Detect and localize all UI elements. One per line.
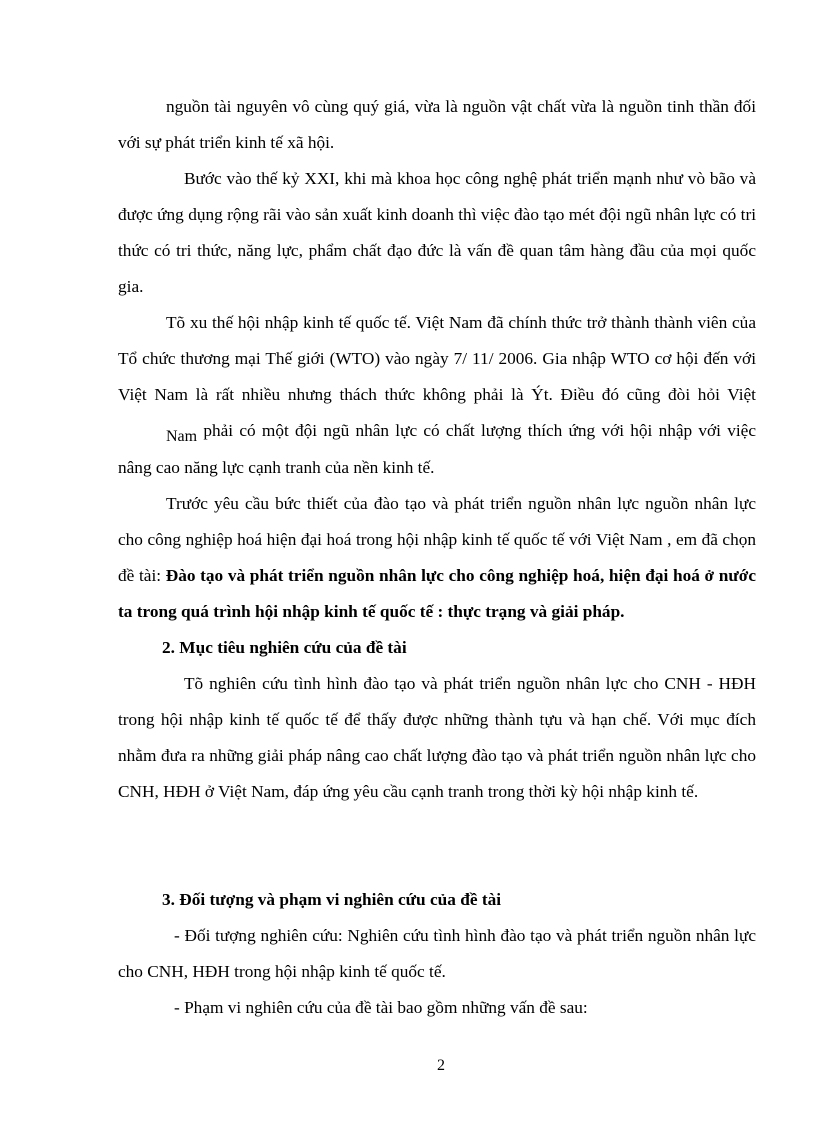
paragraph-6: - Đối tượng nghiên cứu: Nghiên cứu tình hình đào tạo và phát triển nguồn nhân lực cho CNH, HĐH trong hội nhập kinh tế quốc tế.: [118, 926, 756, 981]
paragraph-7: - Phạm vi nghiên cứu của đề tài bao gồm những vấn đề sau:: [174, 998, 588, 1017]
paragraph-3-text-b: phải có một đội ngũ nhân lực có chất lượng thích ứng với hội nhập với việc nâng cao năng lực cạnh tranh của nền kinh tế.: [118, 421, 756, 477]
paragraph-1: nguồn tài nguyên vô cùng quý giá, vừa là nguồn vật chất vừa là nguồn tinh thần đối với sự phát triển kinh tế xã hội.: [118, 97, 756, 152]
document-body: [118, 89, 756, 1026]
paragraph-2: Bước vào thế kỷ XXI, khi mà khoa học công nghệ phát triển mạnh như vò bão và được ứng dụng rộng rãi vào sản xuất kinh doanh thì việc đào tạo mét đội ngũ nhân lực có tri thức có tri thức, năng lực, phẩm chất đạo đức là vấn đề quan tâm hàng đầu của mọi quốc gia.: [118, 169, 756, 296]
section-heading-3: 3. Đối tượng và phạm vi nghiên cứu của đề tài: [162, 890, 502, 909]
section-heading-2: 2. Mục tiêu nghiên cứu của đề tài: [162, 638, 407, 657]
paragraph-3-subscript-word: Nam: [166, 428, 198, 445]
paragraph-5: Tõ nghiên cứu tình hình đào tạo và phát triển nguồn nhân lực cho CNH - HĐH trong hội nhập kinh tế quốc tế để thấy được những thành tựu và hạn chế. Với mục đích nhằm đưa ra những giải pháp nâng cao chất lượng đào tạo và phát triển nguồn nhân lực cho CNH, HĐH ở Việt Nam, đáp ứng yêu cầu cạnh tranh trong thời kỳ hội nhập kinh tế.: [118, 674, 756, 801]
page-number: 2: [437, 1057, 445, 1074]
paragraph-4: [118, 486, 756, 630]
thesis-title: Đào tạo và phát triển nguồn nhân lực cho công nghiệp hoá, hiện đại hoá ở nước ta trong quá trình hội nhập kinh tế quốc tế : thực trạng và giải pháp.: [118, 566, 756, 621]
paragraph-3: [118, 305, 756, 486]
paragraph-3-text-a: Tõ xu thế hội nhập kinh tế quốc tế. Việt Nam đã chính thức trở thành thành viên của Tổ chức thương mại Thế giới (WTO) vào ngày 7/ 11/ 2006. Gia nhập WTO cơ hội đến với Việt Nam là rất nhiều nhưng thách thức không phải là Ýt. Điều đó cũng đòi hỏi Việt: [118, 313, 756, 404]
paragraph-4-text: Trước yêu cầu bức thiết của đào tạo và phát triển nguồn nhân lực nguồn nhân lực cho công nghiệp hoá hiện đại hoá trong hội nhập kinh tế quốc tế với Việt Nam , em đã chọn đề tài:: [118, 494, 756, 585]
